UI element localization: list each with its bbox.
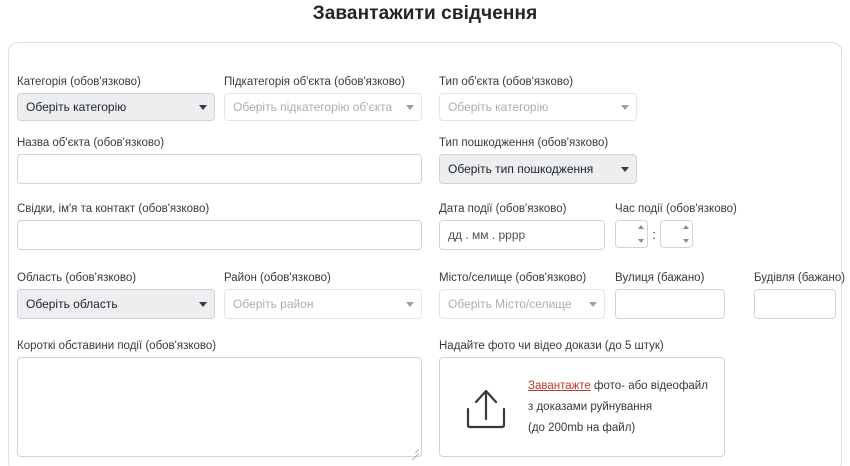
evidence-line-3: (до 200mb на файл) [528,421,636,434]
field-event-date [439,202,605,250]
chevron-down-icon [406,105,414,110]
category-select[interactable] [17,93,215,121]
field-district [224,271,422,319]
field-evidence-upload [439,339,725,457]
chevron-down-icon [621,167,629,172]
spinner-arrows-icon[interactable] [683,225,689,243]
field-event-time [615,202,737,248]
chevron-up-icon[interactable] [683,225,689,229]
chevron-down-icon [589,302,597,307]
field-street [615,271,725,319]
resize-handle-icon[interactable] [410,445,419,454]
damage-type-select-value: Оберіть тип пошкодження [448,162,594,176]
city-select-value: Оберіть Місто/селище [448,297,572,311]
field-object-name [17,136,422,184]
chevron-down-icon [621,105,629,110]
damage-type-select[interactable] [439,154,637,184]
event-date-label: Дата події (обов'язково) [439,203,567,215]
witnesses-input[interactable] [17,220,422,250]
subcategory-label: Підкатегорія об'єкта (обов'язково) [224,76,405,88]
district-select[interactable] [224,289,422,319]
object-type-select-value: Оберіть категорію [448,100,549,114]
category-label: Категорія (обов'язково) [17,76,141,88]
damage-type-label: Тип пошкодження (обов'язково) [439,137,609,149]
event-date-input[interactable]: дд . мм . рррр [439,220,605,250]
evidence-line-1-rest: фото- або відеофайл [590,379,708,392]
evidence-line-2: з доказами руйнування [528,400,653,413]
street-input[interactable] [615,289,725,319]
evidence-form-card [8,42,846,466]
city-label: Місто/селище (обов'язково) [439,272,587,284]
city-select[interactable] [439,289,605,319]
field-city [439,271,605,319]
event-time-hours-stepper[interactable] [615,220,648,248]
region-label: Область (обов'язково) [17,272,137,284]
evidence-instructions [528,376,708,439]
chevron-down-icon[interactable] [638,239,644,243]
category-select-value: Оберіть категорію [26,100,127,114]
field-circumstances [17,339,422,457]
object-type-select[interactable] [439,93,637,121]
field-category [17,75,215,121]
time-separator: : [652,226,656,242]
building-input[interactable] [754,289,836,319]
object-type-label: Тип об'єкта (обов'язково) [439,76,574,88]
circumstances-textarea[interactable] [17,357,422,457]
witnesses-label: Свідки, ім'я та контакт (обов'язково) [17,203,210,215]
chevron-down-icon [406,302,414,307]
page-title: Завантажити свідчення [312,3,538,24]
building-label: Будівля (бажано) [754,272,846,284]
evidence-dropzone[interactable] [439,357,725,457]
chevron-up-icon[interactable] [638,225,644,229]
spinner-arrows-icon[interactable] [638,225,644,243]
event-time-minutes-stepper[interactable] [660,220,693,248]
field-building [754,271,846,319]
field-damage-type [439,136,637,184]
field-region [17,271,215,319]
upload-icon [462,385,510,429]
chevron-down-icon [199,302,207,307]
chevron-down-icon[interactable] [683,239,689,243]
event-time-group [615,220,725,248]
district-label: Район (обов'язково) [224,272,331,284]
region-select[interactable] [17,289,215,319]
subcategory-select-value: Оберіть підкатегорію об'єкта [233,100,393,114]
evidence-label: Надайте фото чи відео докази (до 5 штук) [439,340,664,352]
object-name-input[interactable] [17,154,422,184]
subcategory-select[interactable] [224,93,422,121]
evidence-upload-link[interactable]: Завантажте [528,379,591,392]
field-witnesses [17,202,422,250]
event-time-label: Час події (обов'язково) [615,203,737,215]
evidence-line-1 [528,376,708,397]
street-label: Вулиця (бажано) [615,272,705,284]
chevron-down-icon [199,105,207,110]
circumstances-label: Короткі обставини події (обов'язково) [17,340,217,352]
field-subcategory [224,75,422,121]
object-name-label: Назва об'єкта (обов'язково) [17,137,165,149]
region-select-value: Оберіть область [26,297,118,311]
field-object-type [439,75,637,121]
district-select-value: Оберіть район [233,297,314,311]
